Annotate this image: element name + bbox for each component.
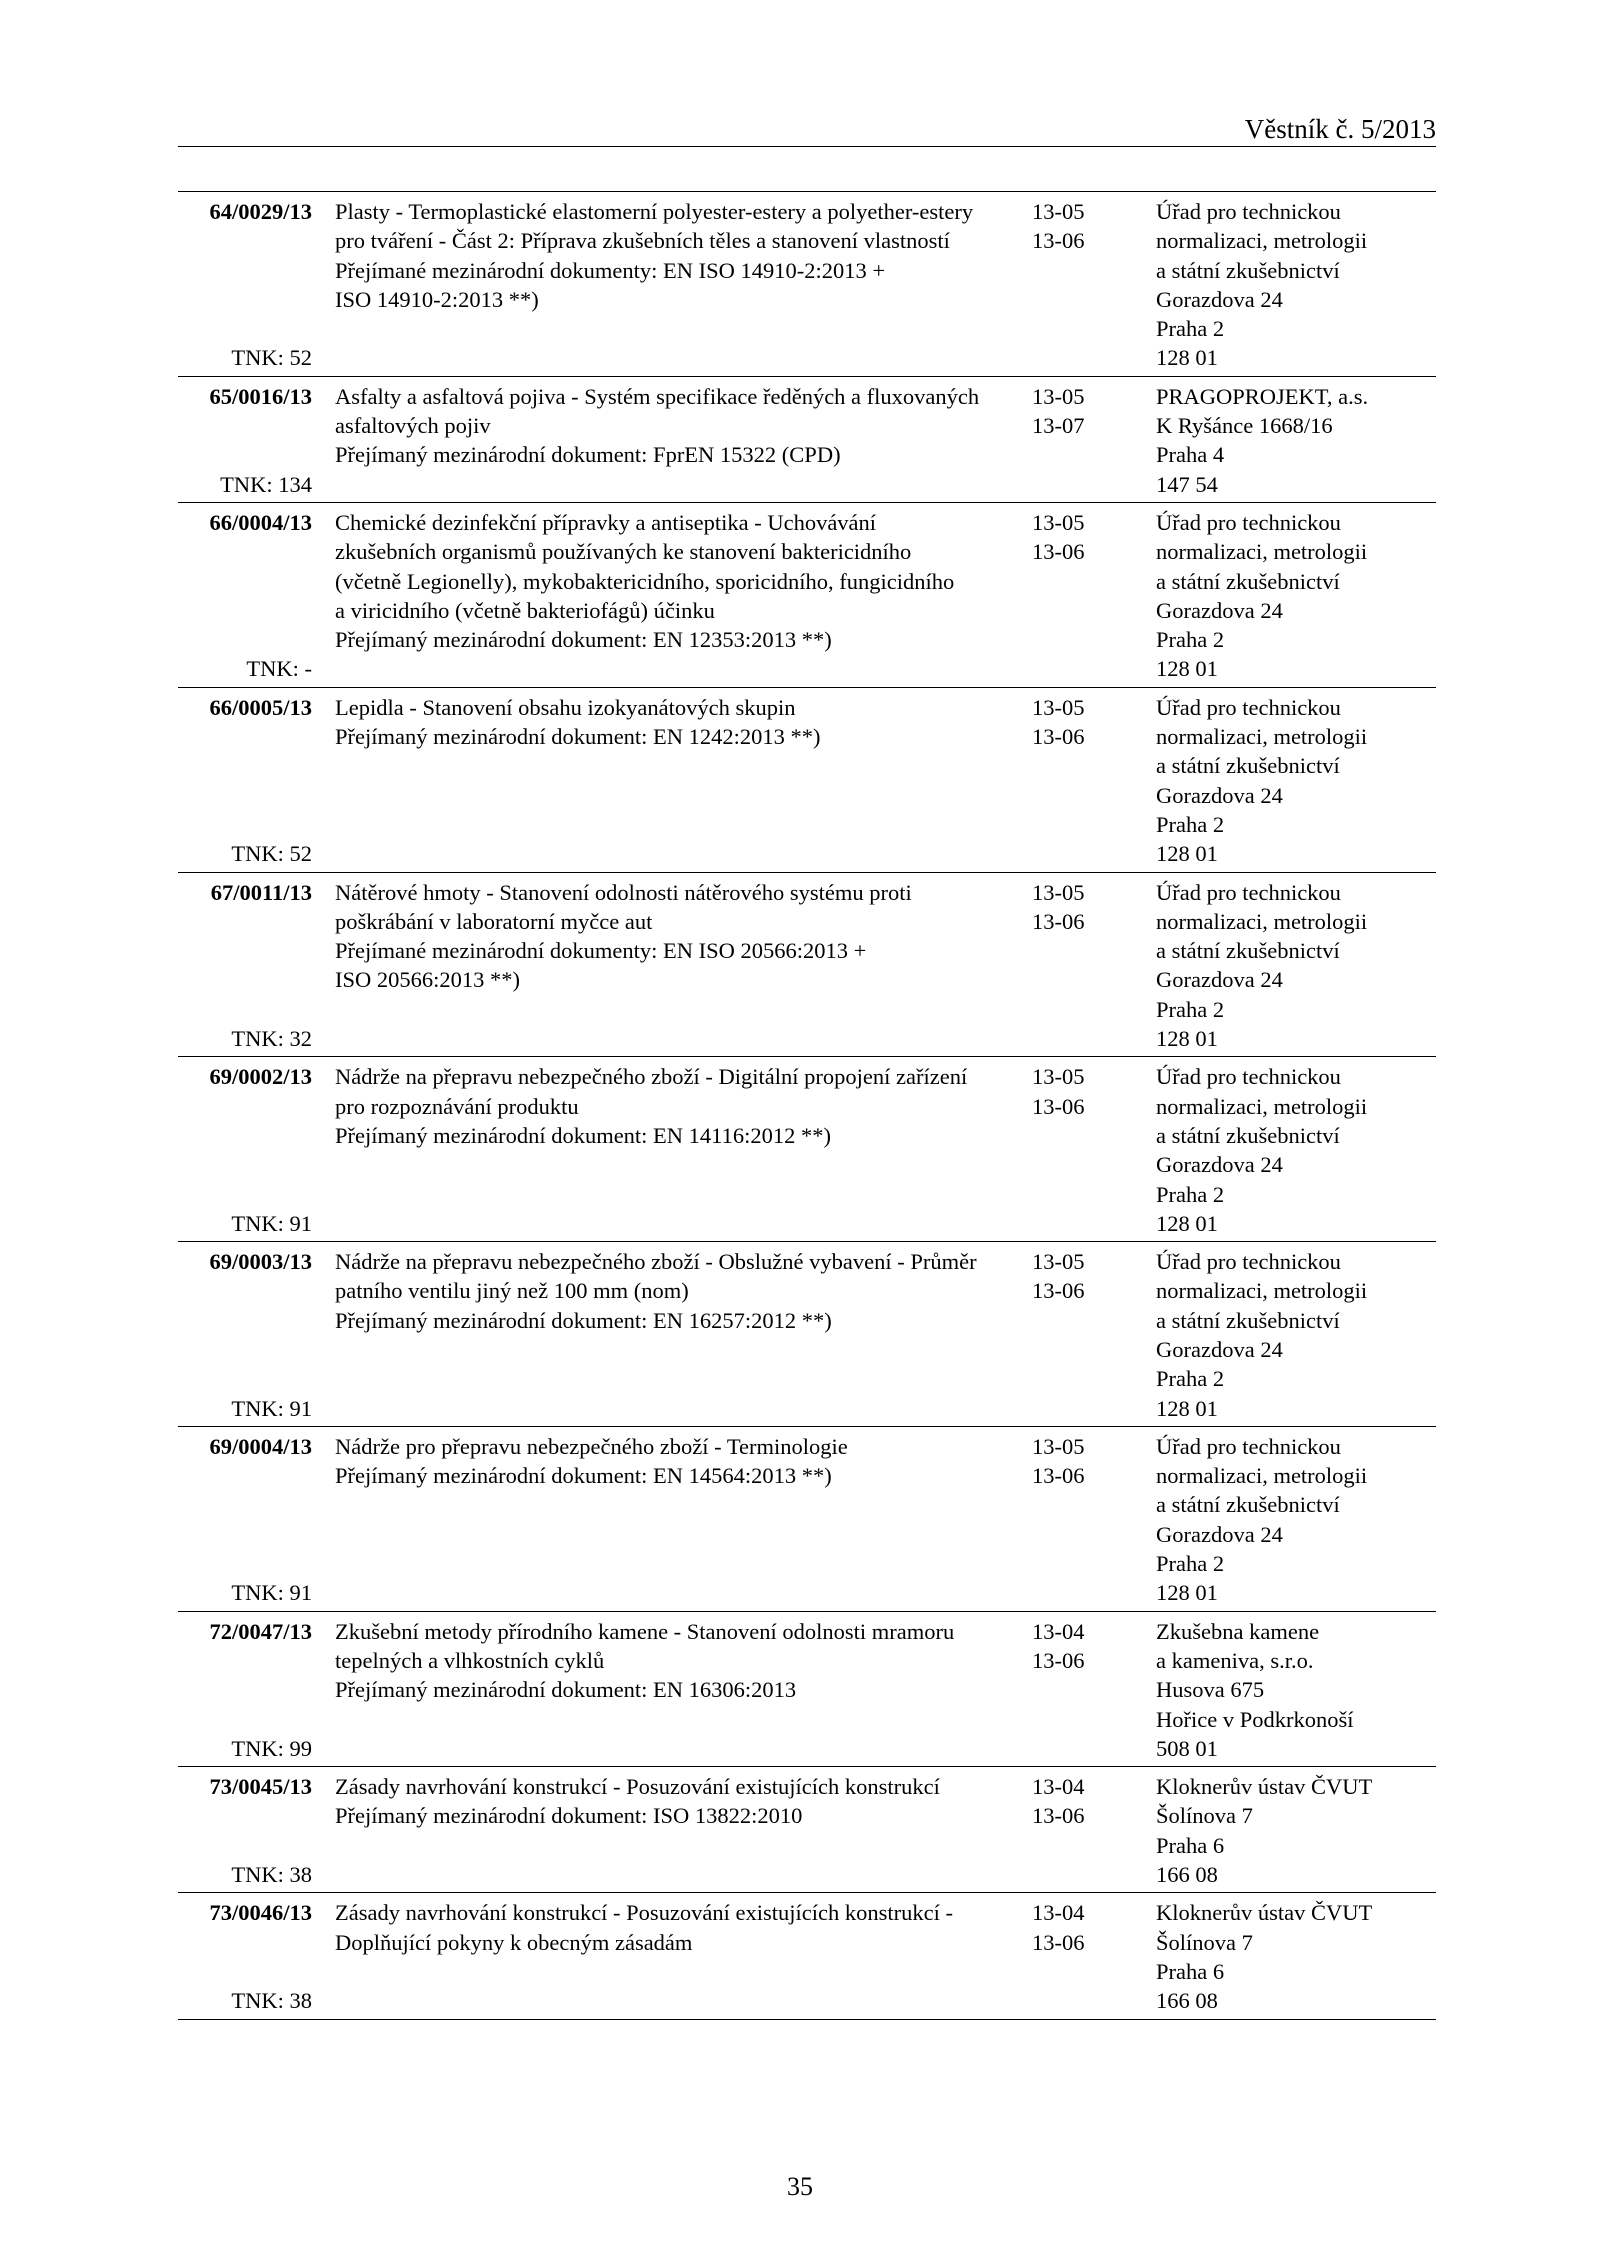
date-value: 13-06 <box>1032 1803 1085 1829</box>
processor-line: a státní zkušebnictví <box>1156 257 1340 283</box>
date-value: 13-04 <box>1032 1774 1085 1800</box>
standard-title-cell <box>312 1898 1022 2015</box>
processor-cell <box>1156 1062 1436 1238</box>
processor-line: 166 08 <box>1156 1988 1218 2014</box>
title-line: pro rozpoznávání produktu <box>335 1093 579 1119</box>
dates-cell <box>1022 1062 1156 1238</box>
date-value: 13-05 <box>1032 509 1085 535</box>
page-number: 35 <box>787 2172 813 2201</box>
title-line: Přejímaný mezinárodní dokument: ISO 13822:2010 <box>335 1803 803 1829</box>
standard-title-cell <box>312 693 1022 869</box>
processor-cell <box>1156 382 1436 499</box>
processor-line: Úřad pro technickou <box>1156 1433 1341 1459</box>
processor-line: a státní zkušebnictví <box>1156 1492 1340 1518</box>
standard-code: 67/0011/13 <box>210 879 312 905</box>
table-row <box>178 377 1436 503</box>
processor-cell <box>1156 878 1436 1054</box>
processor-line: normalizaci, metrologii <box>1156 1278 1368 1304</box>
processor-line: Zkušebna kamene <box>1156 1618 1320 1644</box>
processor-line: a státní zkušebnictví <box>1156 1122 1340 1148</box>
journal-header: Věstník č. 5/2013 <box>1244 114 1436 144</box>
table-row <box>178 1767 1436 1893</box>
processor-line: normalizaci, metrologii <box>1156 1463 1368 1489</box>
title-line: Zásady navrhování konstrukcí - Posuzování existujících konstrukcí - <box>335 1900 953 1926</box>
title-line: Přejímané mezinárodní dokumenty: EN ISO 14910-2:2013 + <box>335 257 886 283</box>
processor-line: 508 01 <box>1156 1735 1218 1761</box>
title-line: Přejímaný mezinárodní dokument: EN 16306:2013 <box>335 1677 797 1703</box>
standard-id-cell <box>178 508 312 684</box>
processor-cell <box>1156 1432 1436 1608</box>
date-value: 13-06 <box>1032 1463 1085 1489</box>
title-line: Plasty - Termoplastické elastomerní polyester-estery a polyether-estery <box>335 199 974 224</box>
processor-line: a státní zkušebnictví <box>1156 753 1340 779</box>
title-line: Přejímaný mezinárodní dokument: EN 16257:2012 **) <box>335 1307 832 1333</box>
processor-line: Gorazdova 24 <box>1156 1336 1283 1362</box>
date-value: 13-06 <box>1032 908 1085 934</box>
processor-cell <box>1156 1898 1436 2015</box>
processor-line: Gorazdova 24 <box>1156 286 1283 312</box>
processor-line: Gorazdova 24 <box>1156 597 1283 623</box>
title-line: asfaltových pojiv <box>335 413 491 439</box>
processor-line: Úřad pro technickou <box>1156 1249 1341 1275</box>
standard-title-cell <box>312 1772 1022 1889</box>
date-value: 13-05 <box>1032 694 1085 720</box>
standard-title-cell <box>312 382 1022 499</box>
title-line: Nádrže na přepravu nebezpečného zboží - Digitální propojení zařízení <box>335 1064 968 1090</box>
title-line: tepelných a vlhkostních cyklů <box>335 1647 605 1673</box>
header-rule <box>178 146 1436 147</box>
processor-line: normalizaci, metrologii <box>1156 228 1368 254</box>
table-row <box>178 1427 1436 1612</box>
processor-cell <box>1156 508 1436 684</box>
dates-cell <box>1022 693 1156 869</box>
title-line: Zkušební metody přírodního kamene - Stanovení odolnosti mramoru <box>335 1618 955 1644</box>
standard-code: 64/0029/13 <box>209 199 312 224</box>
dates-cell <box>1022 197 1156 373</box>
tnk-label: TNK: 91 <box>231 1395 312 1421</box>
table-row <box>178 1612 1436 1767</box>
title-line: patního ventilu jiný než 100 mm (nom) <box>335 1278 689 1304</box>
processor-line: Hořice v Podkrkonoší <box>1156 1706 1354 1732</box>
dates-cell <box>1022 508 1156 684</box>
title-line: Přejímané mezinárodní dokumenty: EN ISO 20566:2013 + <box>335 938 867 964</box>
title-line: ISO 20566:2013 **) <box>335 967 520 993</box>
processor-line: Praha 2 <box>1156 627 1225 653</box>
processor-line: 128 01 <box>1156 1580 1218 1606</box>
standard-code: 66/0004/13 <box>209 509 312 535</box>
standard-title-cell <box>312 878 1022 1054</box>
standard-id-cell <box>178 1247 312 1423</box>
title-line: Přejímaný mezinárodní dokument: EN 14116:2012 **) <box>335 1122 831 1148</box>
date-value: 13-06 <box>1032 1647 1085 1673</box>
title-line: Doplňující pokyny k obecným zásadám <box>335 1929 693 1955</box>
standard-code: 73/0046/13 <box>209 1900 312 1926</box>
title-line: a viricidního (včetně bakteriofágů) účinku <box>335 597 715 623</box>
standard-id-cell <box>178 1898 312 2015</box>
tnk-label: TNK: 52 <box>231 841 312 867</box>
tnk-label: TNK: 91 <box>231 1210 312 1236</box>
date-value: 13-06 <box>1032 228 1085 254</box>
date-value: 13-05 <box>1032 1064 1085 1090</box>
processor-line: 166 08 <box>1156 1862 1218 1888</box>
title-line: Přejímaný mezinárodní dokument: EN 12353:2013 **) <box>335 627 832 653</box>
processor-cell <box>1156 1247 1436 1423</box>
date-value: 13-04 <box>1032 1900 1085 1926</box>
processor-line: Praha 6 <box>1156 1958 1225 1984</box>
processor-line: Praha 2 <box>1156 1181 1225 1207</box>
dates-cell <box>1022 1898 1156 2015</box>
date-value: 13-05 <box>1032 383 1085 409</box>
date-value: 13-05 <box>1032 879 1085 905</box>
processor-line: Úřad pro technickou <box>1156 1064 1341 1090</box>
standards-table <box>178 191 1436 2020</box>
processor-line: normalizaci, metrologii <box>1156 1093 1368 1119</box>
table-row <box>178 873 1436 1058</box>
standard-title-cell <box>312 1432 1022 1608</box>
processor-line: Praha 4 <box>1156 442 1225 468</box>
date-value: 13-05 <box>1032 199 1085 224</box>
title-line: Nátěrové hmoty - Stanovení odolnosti nátěrového systému proti <box>335 879 912 905</box>
processor-line: 128 01 <box>1156 1210 1218 1236</box>
processor-line: Gorazdova 24 <box>1156 1521 1283 1547</box>
date-value: 13-05 <box>1032 1249 1085 1275</box>
standard-id-cell <box>178 1617 312 1763</box>
title-line: pro tváření - Část 2: Příprava zkušebních těles a stanovení vlastností <box>335 228 950 254</box>
standard-id-cell <box>178 1432 312 1608</box>
processor-line: Praha 2 <box>1156 811 1225 837</box>
processor-line: Úřad pro technickou <box>1156 694 1341 720</box>
title-line: Chemické dezinfekční přípravky a antiseptika - Uchovávání <box>335 509 877 535</box>
standard-code: 69/0004/13 <box>209 1433 312 1459</box>
standard-code: 69/0003/13 <box>209 1249 312 1275</box>
date-value: 13-06 <box>1032 1093 1085 1119</box>
standard-title-cell <box>312 1617 1022 1763</box>
table-row <box>178 1057 1436 1242</box>
processor-line: 128 01 <box>1156 841 1218 867</box>
table-row <box>178 503 1436 688</box>
processor-line: 128 01 <box>1156 345 1218 371</box>
standard-code: 69/0002/13 <box>209 1064 312 1090</box>
processor-line: Šolínova 7 <box>1156 1929 1253 1955</box>
standard-id-cell <box>178 197 312 373</box>
dates-cell <box>1022 382 1156 499</box>
processor-line: Gorazdova 24 <box>1156 1152 1283 1178</box>
processor-line: 128 01 <box>1156 656 1218 682</box>
dates-cell <box>1022 1432 1156 1608</box>
processor-line: Praha 2 <box>1156 1551 1225 1577</box>
processor-line: 128 01 <box>1156 1395 1218 1421</box>
title-line: Nádrže pro přepravu nebezpečného zboží - Terminologie <box>335 1433 848 1459</box>
processor-line: Praha 2 <box>1156 996 1225 1022</box>
standard-code: 65/0016/13 <box>209 383 312 409</box>
standard-title-cell <box>312 197 1022 373</box>
processor-line: 128 01 <box>1156 1026 1218 1052</box>
processor-line: K Ryšánce 1668/16 <box>1156 413 1333 439</box>
date-value: 13-04 <box>1032 1618 1085 1644</box>
tnk-label: TNK: 32 <box>231 1026 312 1052</box>
tnk-label: TNK: - <box>246 656 312 682</box>
processor-line: Kloknerův ústav ČVUT <box>1156 1900 1373 1926</box>
table-row <box>178 688 1436 873</box>
tnk-label: TNK: 38 <box>231 1862 312 1888</box>
processor-line: Úřad pro technickou <box>1156 199 1341 224</box>
processor-line: normalizaci, metrologii <box>1156 908 1368 934</box>
table-row <box>178 192 1436 377</box>
standard-code: 73/0045/13 <box>209 1774 312 1800</box>
dates-cell <box>1022 1772 1156 1889</box>
title-line: Lepidla - Stanovení obsahu izokyanátových skupin <box>335 694 796 720</box>
date-value: 13-05 <box>1032 1433 1085 1459</box>
tnk-label: TNK: 134 <box>220 471 312 497</box>
standard-code: 72/0047/13 <box>209 1618 312 1644</box>
processor-cell <box>1156 693 1436 869</box>
processor-line: a státní zkušebnictví <box>1156 568 1340 594</box>
processor-line: Praha 2 <box>1156 1366 1225 1392</box>
title-line: Zásady navrhování konstrukcí - Posuzování existujících konstrukcí <box>335 1774 940 1800</box>
tnk-label: TNK: 99 <box>231 1735 312 1761</box>
title-line: zkušebních organismů používaných ke stanovení baktericidního <box>335 539 912 565</box>
tnk-label: TNK: 38 <box>231 1988 312 2014</box>
processor-cell <box>1156 1617 1436 1763</box>
processor-line: Praha 6 <box>1156 1832 1225 1858</box>
processor-line: Gorazdova 24 <box>1156 967 1283 993</box>
title-line: (včetně Legionelly), mykobaktericidního, sporicidního, fungicidního <box>335 568 955 594</box>
tnk-label: TNK: 91 <box>231 1580 312 1606</box>
processor-line: a státní zkušebnictví <box>1156 1307 1340 1333</box>
table-row <box>178 1242 1436 1427</box>
processor-line: Úřad pro technickou <box>1156 509 1341 535</box>
processor-cell <box>1156 1772 1436 1889</box>
processor-cell <box>1156 197 1436 373</box>
processor-line: Husova 675 <box>1156 1677 1265 1703</box>
standard-id-cell <box>178 878 312 1054</box>
table-row <box>178 1893 1436 2019</box>
standard-title-cell <box>312 1062 1022 1238</box>
tnk-label: TNK: 52 <box>231 345 312 371</box>
processor-line: Praha 2 <box>1156 316 1225 342</box>
title-line: Přejímaný mezinárodní dokument: EN 14564:2013 **) <box>335 1463 832 1489</box>
processor-line: Šolínova 7 <box>1156 1803 1253 1829</box>
date-value: 13-06 <box>1032 539 1085 565</box>
title-line: poškrábání v laboratorní myčce aut <box>335 908 653 934</box>
processor-line: 147 54 <box>1156 471 1218 497</box>
standard-title-cell <box>312 1247 1022 1423</box>
title-line: Přejímaný mezinárodní dokument: EN 1242:2013 **) <box>335 724 821 750</box>
processor-line: a kameniva, s.r.o. <box>1156 1647 1314 1673</box>
dates-cell <box>1022 1617 1156 1763</box>
processor-line: a státní zkušebnictví <box>1156 938 1340 964</box>
processor-line: normalizaci, metrologii <box>1156 724 1368 750</box>
dates-cell <box>1022 878 1156 1054</box>
standard-code: 66/0005/13 <box>209 694 312 720</box>
processor-line: Kloknerův ústav ČVUT <box>1156 1774 1373 1800</box>
standard-title-cell <box>312 508 1022 684</box>
title-line: ISO 14910-2:2013 **) <box>335 286 539 312</box>
title-line: Nádrže na přepravu nebezpečného zboží - Obslužné vybavení - Průměr <box>335 1249 977 1275</box>
date-value: 13-06 <box>1032 724 1085 750</box>
processor-line: Úřad pro technickou <box>1156 879 1341 905</box>
dates-cell <box>1022 1247 1156 1423</box>
date-value: 13-06 <box>1032 1278 1085 1304</box>
processor-line: Gorazdova 24 <box>1156 782 1283 808</box>
title-line: Asfalty a asfaltová pojiva - Systém specifikace ředěných a fluxovaných <box>335 383 980 409</box>
standard-id-cell <box>178 1062 312 1238</box>
date-value: 13-07 <box>1032 413 1085 439</box>
standard-id-cell <box>178 382 312 499</box>
processor-line: normalizaci, metrologii <box>1156 539 1368 565</box>
processor-line: PRAGOPROJEKT, a.s. <box>1156 383 1369 409</box>
title-line: Přejímaný mezinárodní dokument: FprEN 15322 (CPD) <box>335 442 841 468</box>
date-value: 13-06 <box>1032 1929 1085 1955</box>
standard-id-cell <box>178 1772 312 1889</box>
standard-id-cell <box>178 693 312 869</box>
